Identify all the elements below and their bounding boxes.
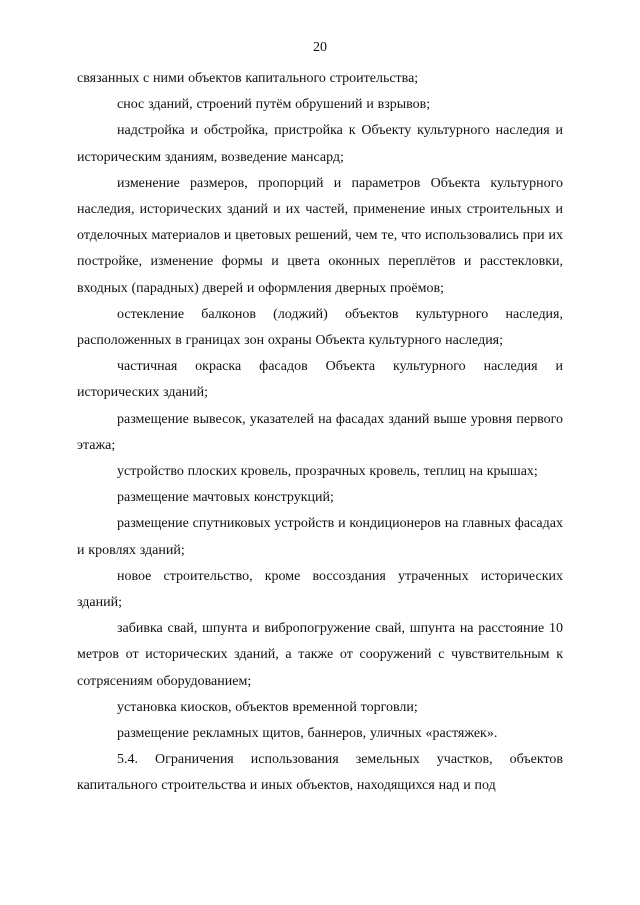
paragraph: размещение вывесок, указателей на фасадах зданий выше уровня первого этажа; (77, 411, 563, 453)
document-body (77, 66, 563, 800)
paragraph: устройство плоских кровель, прозрачных кровель, теплиц на крышах; (117, 464, 538, 480)
paragraph: изменение размеров, пропорций и параметров Объекта культурного наследия, исторических зданий и их частей, применение иных строительных и отделочных материалов и цветовых решений, чем те, что использовались при их постройке, изменение формы и цвета оконных переплётов и расстекловки, входных (парадных) дверей и оформления дверных проёмов; (77, 175, 563, 296)
paragraph: остекление балконов (лоджий) объектов культурного наследия, расположенных в границах зон охраны Объекта культурного наследия; (77, 306, 563, 349)
paragraph: размещение мачтовых конструкций; (117, 490, 334, 506)
paragraph: надстройка и обстройка, пристройка к Объекту культурного наследия и историческим зданиям, возведение мансард; (77, 123, 563, 165)
paragraph: забивка свай, шпунта и вибропогружение свай, шпунта на расстояние 10 метров от исторических зданий, а также от сооружений с чувствительным к сотрясениям оборудованием; (77, 621, 563, 689)
paragraph: установка киосков, объектов временной торговли; (117, 699, 418, 715)
paragraph: снос зданий, строений путём обрушений и взрывов; (117, 97, 431, 113)
page-number: 20 (313, 40, 327, 55)
paragraph: размещение рекламных щитов, баннеров, уличных «растяжек». (117, 726, 498, 742)
paragraph: связанных с ними объектов капитального строительства; (77, 71, 419, 86)
paragraph: новое строительство, кроме воссоздания утраченных исторических зданий; (77, 568, 563, 611)
paragraph: частичная окраска фасадов Объекта культурного наследия и исторических зданий; (77, 359, 563, 401)
paragraph: 5.4. Ограничения использования земельных участков, объектов капитального строительства и иных объектов, находящихся над и под (77, 752, 563, 794)
paragraph: размещение спутниковых устройств и кондиционеров на главных фасадах и кровлях зданий; (77, 516, 563, 558)
